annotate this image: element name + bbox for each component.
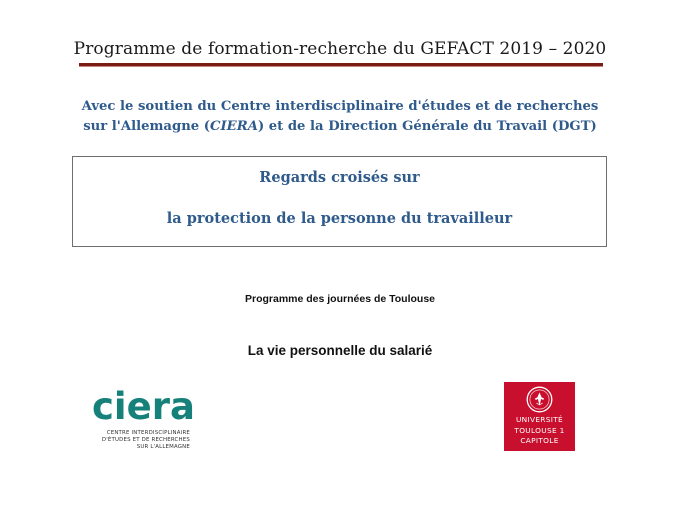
support-line-2-start: sur l'Allemagne ( [83,119,211,134]
support-line-2-end: ) et de la Direction Générale du Travail (DGT) [257,119,597,134]
ciera-subtitle-line-2: D'ÉTUDES ET DE RECHERCHES [101,437,190,443]
program-theme: La vie personnelle du salarié [247,343,433,358]
ut1-logo [504,382,575,451]
ciera-wordmark: ciera [92,385,195,428]
ut1-wordmark [504,415,575,447]
ut1-line-1: UNIVERSITÉ [515,415,564,424]
ut1-line-3: CAPITOLE [520,436,559,445]
ciera-subtitle [102,430,190,451]
ciera-subtitle-line-1: CENTRE INTERDISCIPLINAIRE [106,430,190,436]
ut1-line-2: TOULOUSE 1 [514,425,565,435]
program-label: Programme des journées de Toulouse [244,293,436,305]
title-line-2: la protection de la personne du travailleur [166,210,513,227]
header-divider [79,63,603,66]
title-box [72,156,607,247]
support-line-2 [0,117,680,137]
header-title: Programme de formation-recherche du GEFACT 2019 – 2020 [73,39,607,59]
seal-icon [526,386,553,413]
support-ciera-italic: CIERA [210,119,258,134]
ciera-logo [92,385,202,453]
support-line-1: Avec le soutien du Centre interdisciplinaire d'études et de recherches [81,99,599,114]
support-statement [0,97,680,137]
ciera-subtitle-line-3: SUR L'ALLEMAGNE [136,444,190,450]
title-line-1: Regards croisés sur [259,169,420,186]
